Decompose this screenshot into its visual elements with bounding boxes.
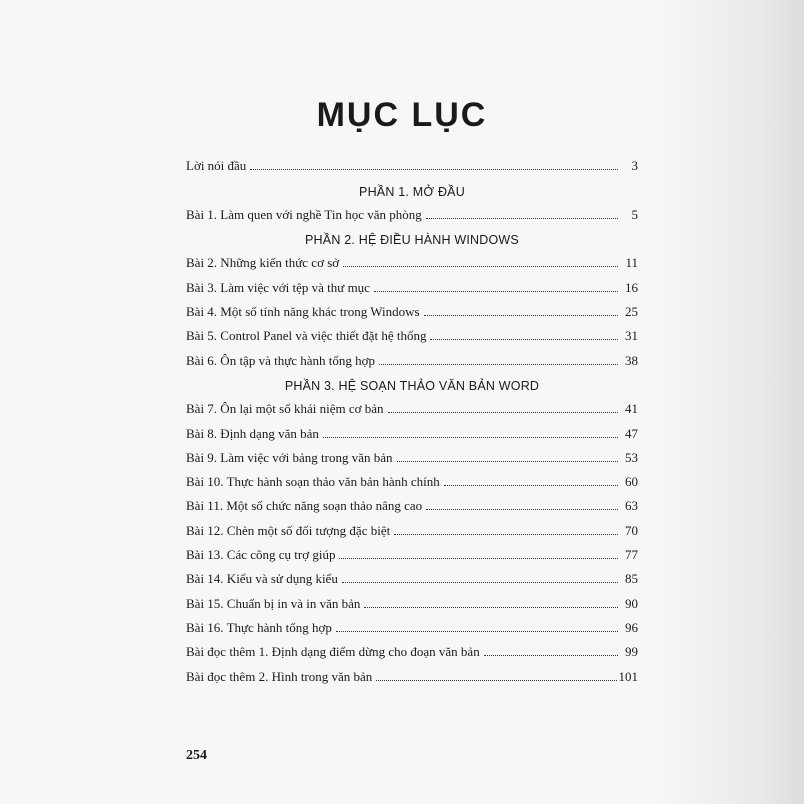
toc-entry-page: 47: [625, 425, 638, 441]
dot-leader: [323, 437, 618, 438]
toc-entry-page: 41: [625, 401, 638, 417]
table-of-contents: [186, 150, 638, 685]
toc-entry-label: Lời nói đầu: [186, 158, 247, 174]
toc-entry-page: 53: [625, 449, 638, 465]
toc-entry-page: 96: [625, 619, 638, 635]
toc-entry-label: Bài 13. Các công cụ trợ giúp: [186, 547, 336, 563]
toc-entry-page: 101: [618, 668, 638, 684]
page-title: MỤC LỤC: [316, 96, 488, 134]
dot-leader: [426, 509, 618, 510]
part-heading: PHẦN 2. HỆ ĐIỀU HÀNH WINDOWS: [305, 233, 519, 248]
toc-entry-page: 90: [625, 595, 638, 611]
toc-entry-page: 5: [631, 206, 638, 222]
toc-entry: [186, 296, 638, 320]
toc-entry-label: Bài đọc thêm 1. Định dạng điểm dừng cho đoạn văn bản: [186, 644, 480, 660]
dot-leader: [339, 558, 618, 559]
toc-entry-page: 70: [625, 522, 638, 538]
dot-leader: [424, 315, 618, 316]
toc-entry: [186, 271, 638, 295]
toc-entry: [186, 320, 638, 344]
toc-entry-label: Bài đọc thêm 2. Hình trong văn bản: [186, 668, 373, 684]
toc-entry: [186, 539, 638, 563]
toc-entry: [186, 247, 638, 271]
dot-leader: [364, 607, 618, 608]
dot-leader: [379, 364, 618, 365]
toc-entry-page: 31: [625, 328, 638, 344]
dot-leader: [430, 339, 618, 340]
toc-entry: [186, 612, 638, 636]
dot-leader: [343, 266, 618, 267]
dot-leader: [426, 218, 618, 219]
toc-entry: [186, 466, 638, 490]
dot-leader: [342, 582, 618, 583]
part-heading: PHẦN 1. MỞ ĐẦU: [359, 184, 465, 199]
toc-entry-page: 3: [631, 158, 638, 174]
dot-leader: [484, 655, 618, 656]
toc-entry: [186, 514, 638, 538]
toc-entry-page: 77: [625, 547, 638, 563]
dot-leader: [444, 485, 618, 486]
dot-leader: [376, 680, 616, 681]
toc-entry-label: Bài 14. Kiểu và sử dụng kiểu: [186, 571, 338, 587]
toc-entry-page: 25: [625, 304, 638, 320]
toc-entry: [186, 393, 638, 417]
toc-entry: [186, 442, 638, 466]
toc-entry-label: Bài 9. Làm việc với bảng trong văn bản: [186, 449, 393, 465]
toc-entry-page: 85: [625, 571, 638, 587]
toc-entry-page: 38: [625, 352, 638, 368]
toc-entry-label: Bài 1. Làm quen với nghề Tin học văn phòng: [186, 206, 422, 222]
dot-leader: [394, 534, 618, 535]
dot-leader: [388, 412, 618, 413]
toc-entry: [186, 199, 638, 223]
toc-entry-label: Bài 12. Chèn một số đối tượng đặc biệt: [186, 522, 391, 538]
dot-leader: [397, 461, 618, 462]
toc-entry: [186, 660, 638, 684]
toc-entry-page: 11: [625, 255, 638, 271]
toc-entry-page: 16: [625, 279, 638, 295]
part-heading: PHẦN 3. HỆ SOẠN THẢO VĂN BẢN WORD: [284, 378, 540, 393]
toc-entry-label: Bài 6. Ôn tập và thực hành tổng hợp: [186, 352, 376, 368]
toc-entry: [186, 563, 638, 587]
toc-entry-label: Bài 2. Những kiến thức cơ sở: [186, 255, 340, 271]
toc-entry-label: Bài 8. Định dạng văn bản: [186, 425, 319, 441]
toc-entry-label: Bài 16. Thực hành tổng hợp: [186, 619, 332, 635]
toc-entry: [186, 417, 638, 441]
toc-entry-label: Bài 3. Làm việc với tệp và thư mục: [186, 279, 370, 295]
toc-entry: [186, 636, 638, 660]
toc-entry-page: 99: [625, 644, 638, 660]
toc-entry-label: Bài 10. Thực hành soạn thảo văn bản hành chính: [186, 474, 440, 490]
toc-entry-page: 63: [625, 498, 638, 514]
dot-leader: [374, 291, 618, 292]
page-number: 254: [186, 748, 207, 763]
toc-entry: [186, 344, 638, 368]
toc-entry: [186, 150, 638, 174]
toc-entry-label: Bài 15. Chuẩn bị in và in văn bản: [186, 595, 361, 611]
dot-leader: [336, 631, 618, 632]
toc-entry-label: Bài 5. Control Panel và việc thiết đặt hệ thống: [186, 328, 427, 344]
toc-entry-page: 60: [625, 474, 638, 490]
toc-entry-label: Bài 4. Một số tính năng khác trong Windows: [186, 304, 420, 320]
toc-entry: [186, 490, 638, 514]
toc-entry-label: Bài 7. Ôn lại một số khái niệm cơ bản: [186, 401, 384, 417]
toc-entry-label: Bài 11. Một số chức năng soạn thảo nâng cao: [186, 498, 423, 514]
toc-entry: [186, 587, 638, 611]
dot-leader: [250, 169, 618, 170]
